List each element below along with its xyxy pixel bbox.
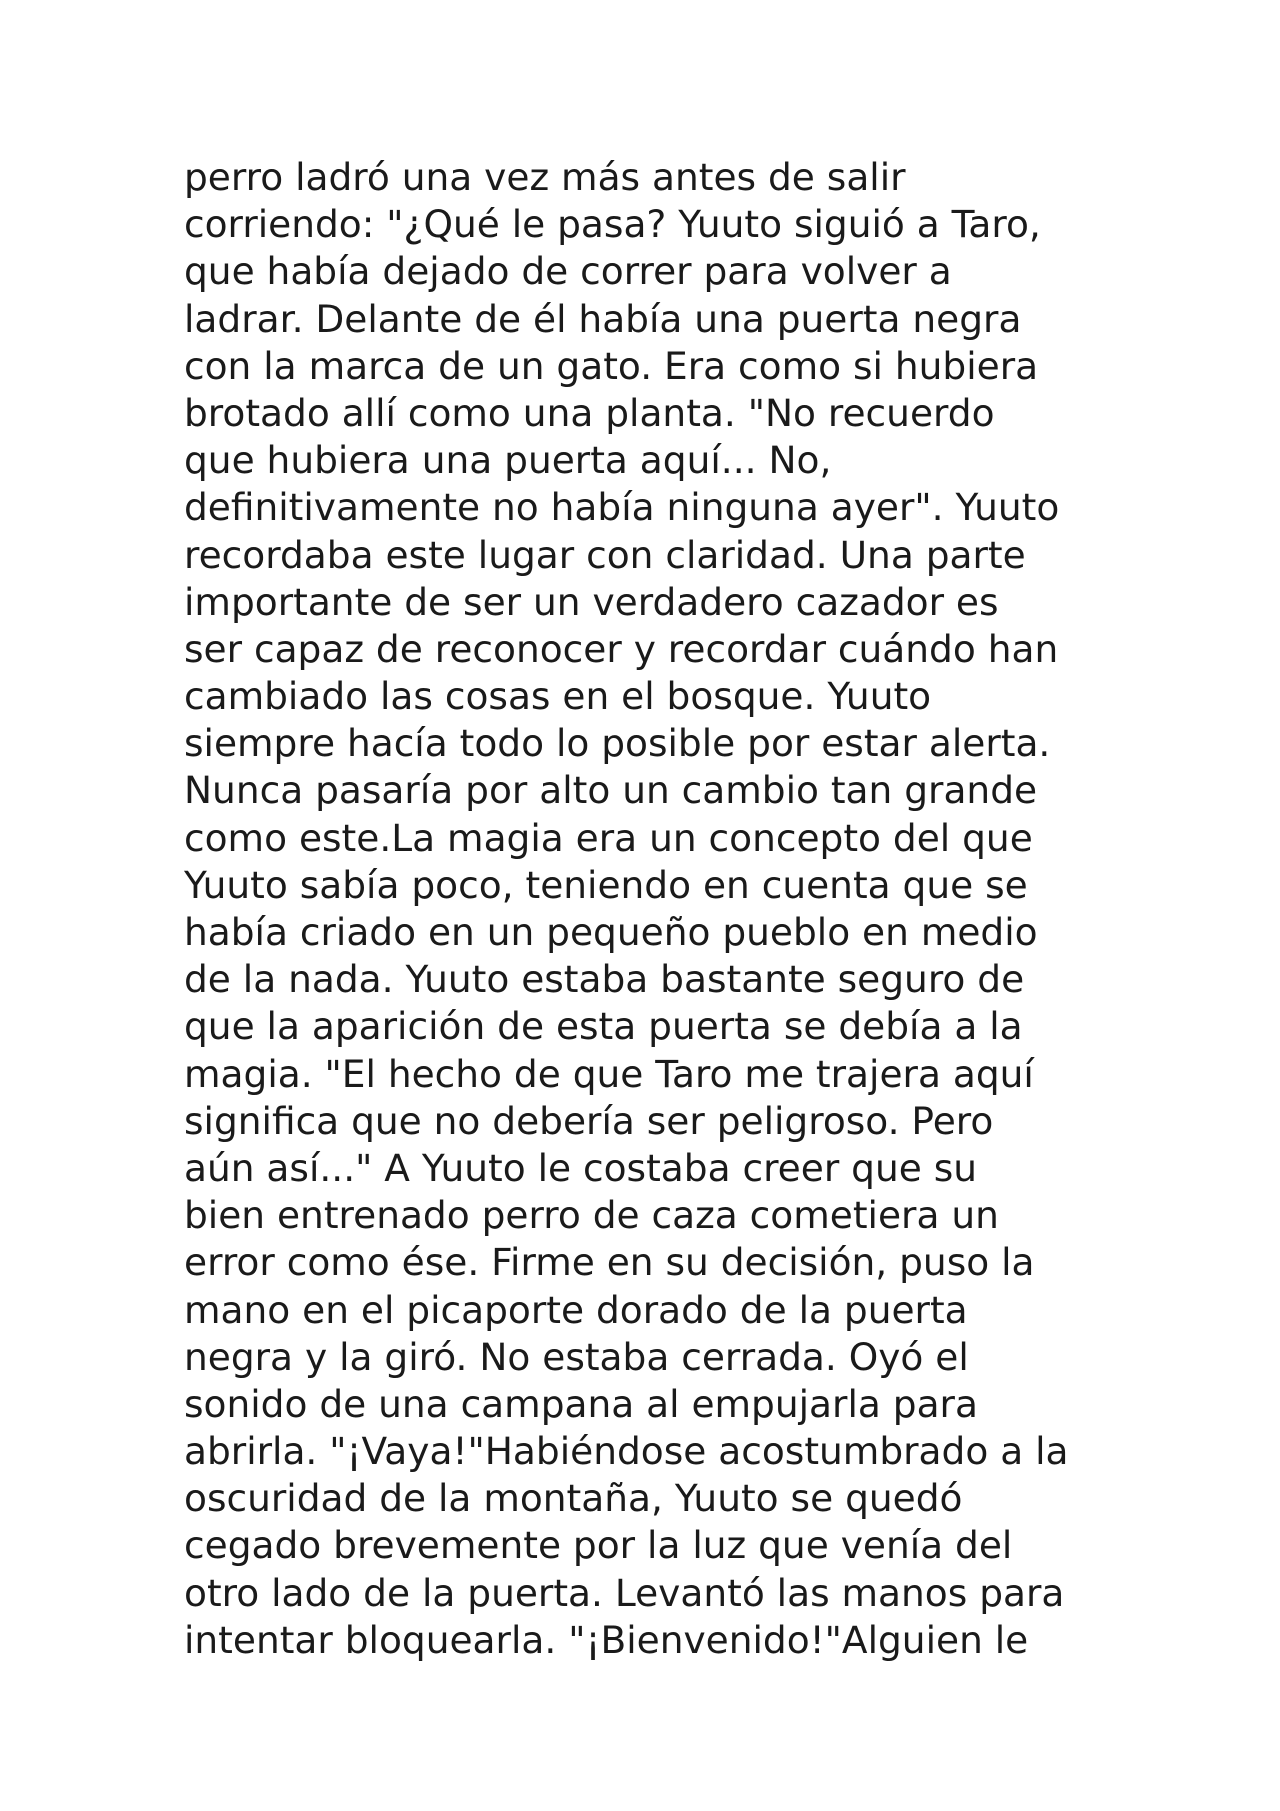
text-line: cambiado las cosas en el bosque. Yuuto bbox=[184, 674, 932, 719]
text-line: de la nada. Yuuto estaba bastante seguro de bbox=[184, 957, 1025, 1002]
text-line: otro lado de la puerta. Levantó las manos para bbox=[184, 1570, 1065, 1615]
text-line: brotado allí como una planta. "No recuerdo bbox=[184, 390, 995, 435]
text-line: había criado en un pequeño pueblo en medio bbox=[184, 910, 1038, 954]
text-line: abrirla. "¡Vaya!"Habiéndose acostumbrado a la bbox=[184, 1429, 1069, 1474]
text-line: con la marca de un gato. Era como si hubiera bbox=[184, 343, 1039, 388]
text-line: importante de ser un verdadero cazador es bbox=[184, 579, 999, 624]
text-line: perro ladró una vez más antes de salir bbox=[184, 155, 906, 199]
text-line: error como ése. Firme en su decisión, puso la bbox=[184, 1240, 1035, 1285]
text-line: recordaba este lugar con claridad. Una parte bbox=[184, 532, 1026, 577]
text-line: siempre hacía todo lo posible por estar alerta. bbox=[184, 721, 1051, 766]
text-line: ladrar. Delante de él había una puerta negra bbox=[184, 296, 1022, 341]
text-line: intentar bloquearla. "¡Bienvenido!"Alguien le bbox=[184, 1617, 1029, 1662]
text-line: cegado brevemente por la luz que venía del bbox=[184, 1523, 1013, 1568]
text-line: corriendo: "¿Qué le pasa? Yuuto siguió a Taro, bbox=[184, 202, 1041, 247]
text-line: oscuridad de la montaña, Yuuto se quedó bbox=[184, 1476, 963, 1521]
text-line: mano en el picaporte dorado de la puerta bbox=[184, 1287, 968, 1332]
text-line: Nunca pasaría por alto un cambio tan grande bbox=[184, 768, 1038, 813]
text-line: ser capaz de reconocer y recordar cuándo han bbox=[184, 626, 1059, 671]
text-line: bien entrenado perro de caza cometiera un bbox=[184, 1193, 999, 1238]
text-line: negra y la giró. No estaba cerrada. Oyó el bbox=[184, 1334, 969, 1379]
text-line: aún así..." A Yuuto le costaba creer que su bbox=[184, 1145, 978, 1190]
text-line: magia. "El hecho de que Taro me trajera aquí bbox=[184, 1051, 1034, 1096]
text-line: que la aparición de esta puerta se debía a la bbox=[184, 1004, 1023, 1049]
text-line: Yuuto sabía poco, teniendo en cuenta que se bbox=[184, 862, 1028, 907]
text-line: definitivamente no había ninguna ayer". Yuuto bbox=[184, 485, 1060, 530]
body-text bbox=[184, 154, 1184, 1664]
text-line: como este.La magia era un concepto del que bbox=[184, 815, 1033, 860]
text-line: sonido de una campana al empujarla para bbox=[184, 1381, 978, 1426]
text-line: que hubiera una puerta aquí... No, bbox=[184, 438, 832, 483]
text-line: significa que no debería ser peligroso. Pero bbox=[184, 1098, 994, 1143]
text-line: que había dejado de correr para volver a bbox=[184, 249, 952, 294]
